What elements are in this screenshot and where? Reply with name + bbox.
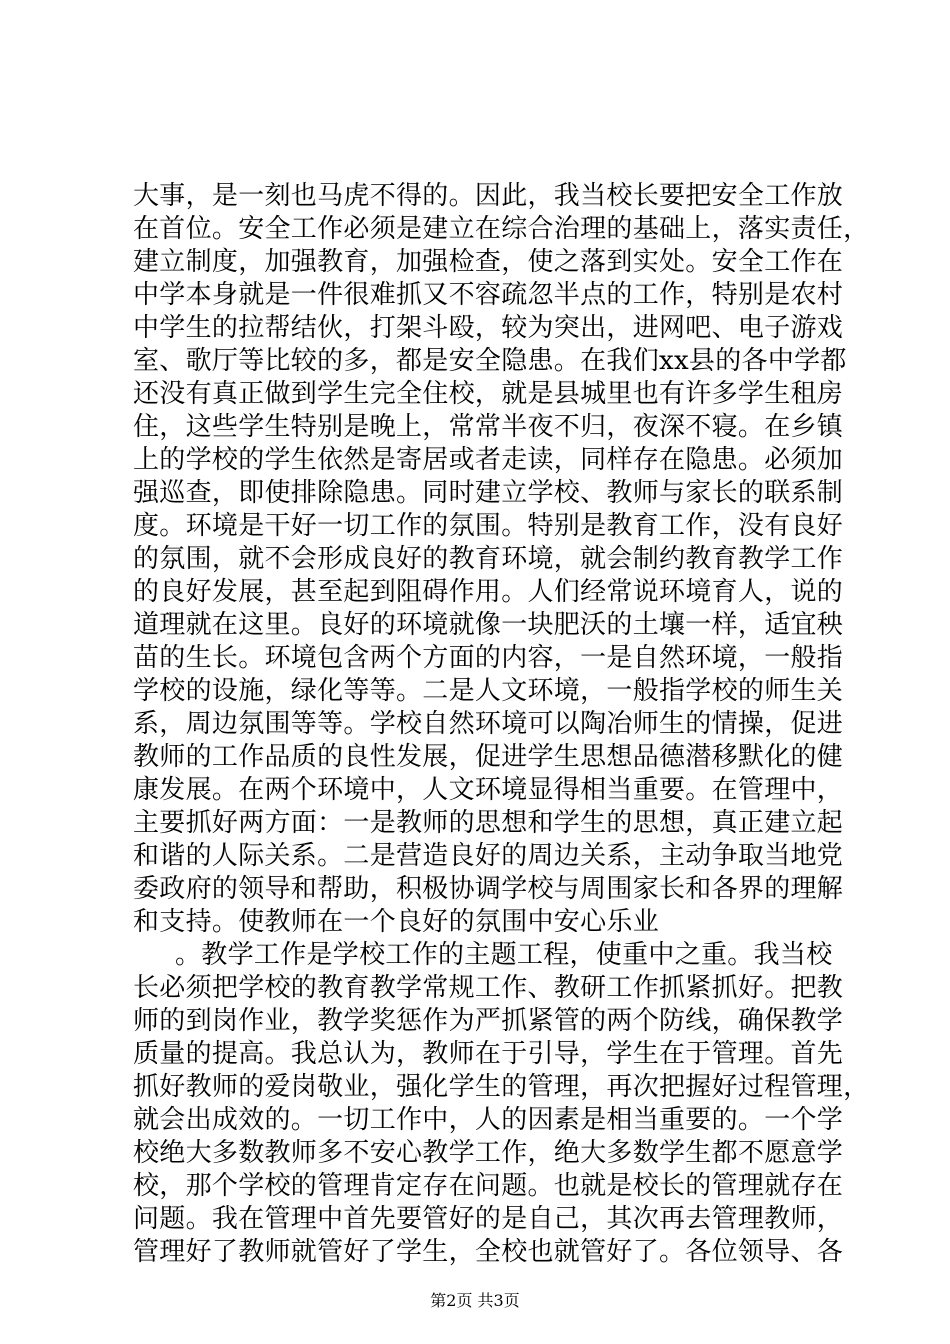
- text-line: 室、歌厅等比较的多，都是安全隐患。在我们xx县的各中学都: [133, 346, 847, 376]
- text-line: 的氛围，就不会形成良好的教育环境，就会制约教育教学工作: [133, 544, 844, 574]
- text-line: 康发展。在两个环境中，人文环境显得相当重要。在管理中，: [133, 775, 844, 805]
- text-line: 在首位。安全工作必须是建立在综合治理的基础上，落实责任，: [133, 214, 870, 244]
- text-line: 系，周边氛围等等。学校自然环境可以陶冶师生的情操，促进: [133, 709, 844, 739]
- text-line: 的良好发展，甚至起到阻碍作用。人们经常说环境育人，说的: [133, 577, 844, 607]
- text-line: 质量的提高。我总认为，教师在于引导，学生在于管理。首先: [133, 1039, 844, 1069]
- text-line: 和谐的人际关系。二是营造良好的周边关系，主动争取当地党: [133, 841, 844, 871]
- body-text: [133, 180, 870, 1269]
- text-line: 度。环境是干好一切工作的氛围。特别是教育工作，没有良好: [133, 511, 844, 541]
- text-line: 校，那个学校的管理肯定存在问题。也就是校长的管理就存在: [133, 1171, 844, 1201]
- text-line: 长必须把学校的教育教学常规工作、教研工作抓紧抓好。把教: [133, 973, 844, 1003]
- text-line-paragraph-start: 。教学工作是学校工作的主题工程，使重中之重。我当校: [175, 940, 833, 970]
- page-number: 第2页 共3页: [430, 1291, 520, 1310]
- text-line: 委政府的领导和帮助，积极协调学校与周围家长和各界的理解: [133, 874, 844, 904]
- text-line: 问题。我在管理中首先要管好的是自己，其次再去管理教师，: [133, 1204, 844, 1234]
- text-line: 大事，是一刻也马虎不得的。因此，我当校长要把安全工作放: [133, 181, 844, 211]
- text-line: 住，这些学生特别是晚上，常常半夜不归，夜深不寝。在乡镇: [133, 412, 844, 442]
- text-line: 和支持。使教师在一个良好的氛围中安心乐业: [133, 907, 660, 937]
- text-line: 主要抓好两方面：一是教师的思想和学生的思想，真正建立起: [133, 808, 844, 838]
- text-line: 师的到岗作业，教学奖惩作为严抓紧管的两个防线，确保教学: [133, 1006, 844, 1036]
- text-line: 中学本身就是一件很难抓又不容疏忽半点的工作，特别是农村: [133, 280, 844, 310]
- text-line: 还没有真正做到学生完全住校，就是县城里也有许多学生租房: [133, 379, 844, 409]
- text-line: 管理好了教师就管好了学生，全校也就管好了。各位领导、各: [133, 1237, 844, 1267]
- text-line: 苗的生长。环境包含两个方面的内容，一是自然环境，一般指: [133, 643, 844, 673]
- text-line: 中学生的拉帮结伙，打架斗殴，较为突出，进网吧、电子游戏: [133, 313, 844, 343]
- text-line: 就会出成效的。一切工作中，人的因素是相当重要的。一个学: [133, 1105, 844, 1135]
- text-line: 校绝大多数教师多不安心教学工作，绝大多数学生都不愿意学: [133, 1138, 844, 1168]
- text-line: 抓好教师的爱岗敬业，强化学生的管理，再次把握好过程管理，: [133, 1072, 870, 1102]
- text-line: 教师的工作品质的良性发展，促进学生思想品德潜移默化的健: [133, 742, 844, 772]
- text-line: 上的学校的学生依然是寄居或者走读，同样存在隐患。必须加: [133, 445, 844, 475]
- text-line: 学校的设施，绿化等等。二是人文环境，一般指学校的师生关: [133, 676, 844, 706]
- text-line: 道理就在这里。良好的环境就像一块肥沃的土壤一样，适宜秧: [133, 610, 844, 640]
- text-line: 强巡查，即使排除隐患。同时建立学校、教师与家长的联系制: [133, 478, 844, 508]
- page-footer: [0, 1291, 950, 1311]
- text-line: 建立制度，加强教育，加强检查，使之落到实处。安全工作在: [133, 247, 844, 277]
